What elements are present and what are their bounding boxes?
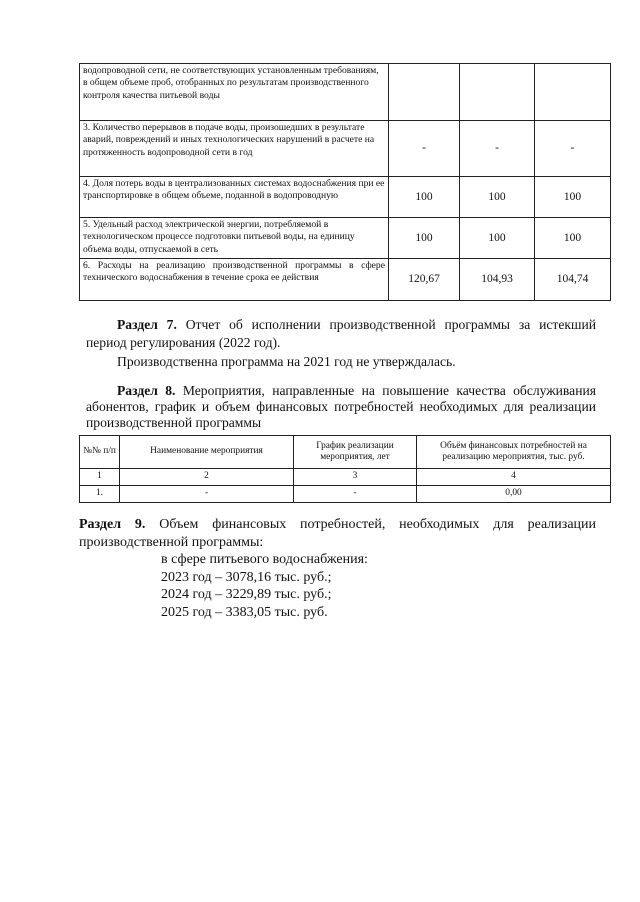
section-9-text: Объем финансовых потребностей, необходимых для реализации производственной программы: — [79, 517, 597, 550]
table-cell: 0,00 — [417, 486, 611, 503]
section-9-heading: Раздел 9. — [79, 517, 146, 532]
table-cell: - — [120, 486, 294, 503]
financing-line: 2023 год – 3078,16 тыс. руб.; — [161, 569, 332, 585]
indicator-value — [535, 64, 611, 121]
section-7-heading: Раздел 7. — [117, 317, 177, 332]
table-row — [80, 259, 611, 301]
table-row — [80, 121, 611, 177]
column-header: Объём финансовых потребностей на реализацию мероприятия, тыс. руб. — [417, 436, 611, 469]
column-number: 3 — [294, 469, 417, 486]
section-8-paragraph — [86, 383, 596, 430]
section-7-text: Отчет об исполнении производственной программы за истекший период регулирования (2022 год). — [86, 317, 596, 350]
indicator-value: 100 — [460, 177, 535, 218]
table-cell: 1. — [80, 486, 120, 503]
indicator-desc: водопроводной сети, не соответствующих установленным требованиям, в общем объеме проб, отобранных по результатам производственного контроля качества питьевой воды — [80, 64, 389, 121]
indicator-value: 104,93 — [460, 259, 535, 301]
indicator-value — [460, 64, 535, 121]
indicator-value — [389, 64, 460, 121]
column-number: 2 — [120, 469, 294, 486]
indicator-desc: 3. Количество перерывов в подаче воды, произошедших в результате аварий, повреждений и иных технологических нарушений в расчете на протяженность водопроводной сети в год — [80, 121, 389, 177]
indicator-value: 120,67 — [389, 259, 460, 301]
column-number: 1 — [80, 469, 120, 486]
table-cell: - — [294, 486, 417, 503]
indicator-value: 100 — [389, 218, 460, 259]
section-9-paragraph — [79, 516, 596, 551]
section-7-paragraph — [86, 316, 596, 351]
indicator-value: 100 — [389, 177, 460, 218]
table-row — [80, 486, 611, 503]
section-9 — [79, 516, 596, 622]
table-row — [80, 64, 611, 121]
column-header: №№ п/п — [80, 436, 120, 469]
column-header: График реализации мероприятия, лет — [294, 436, 417, 469]
section-7-note: Производственна программа на 2021 год не утверждалась. — [117, 354, 456, 369]
section-8-text: Мероприятия, направленные на повышение качества обслуживания абонентов, график и объем финансовых потребностей необходимых для реализации производственной программы — [86, 383, 596, 430]
column-number: 4 — [417, 469, 611, 486]
financing-line: в сфере питьевого водоснабжения: — [161, 552, 368, 568]
indicator-value: 104,74 — [535, 259, 611, 301]
indicator-value: 100 — [535, 177, 611, 218]
financing-line: 2025 год – 3383,05 тыс. руб. — [161, 604, 328, 620]
events-table — [79, 435, 611, 503]
section-8-heading: Раздел 8. — [117, 383, 176, 398]
section-9-lines — [161, 551, 596, 621]
section-7 — [86, 316, 596, 371]
indicator-value: 100 — [535, 218, 611, 259]
indicator-value: 100 — [460, 218, 535, 259]
indicator-value: - — [535, 121, 611, 177]
indicator-value: - — [460, 121, 535, 177]
financing-line: 2024 год – 3229,89 тыс. руб.; — [161, 587, 332, 603]
table-row — [80, 177, 611, 218]
column-header: Наименование мероприятия — [120, 436, 294, 469]
indicator-desc: 4. Доля потерь воды в централизованных системах водоснабжения при ее транспортировке в общем объеме, поданной в водопроводную — [80, 177, 389, 218]
table-row — [80, 218, 611, 259]
indicator-value: - — [389, 121, 460, 177]
section-8 — [86, 383, 596, 430]
table-numbering-row — [80, 469, 611, 486]
indicator-desc: 6. Расходы на реализацию производственной программы в сфере технического водоснабжения в течение срока ее действия — [80, 259, 389, 301]
indicator-desc: 5. Удельный расход электрической энергии, потребляемой в технологическом процессе подготовки питьевой воды, на единицу объема воды, отпускаемой в сеть — [80, 218, 389, 259]
table-header-row — [80, 436, 611, 469]
indicators-table — [79, 63, 611, 301]
